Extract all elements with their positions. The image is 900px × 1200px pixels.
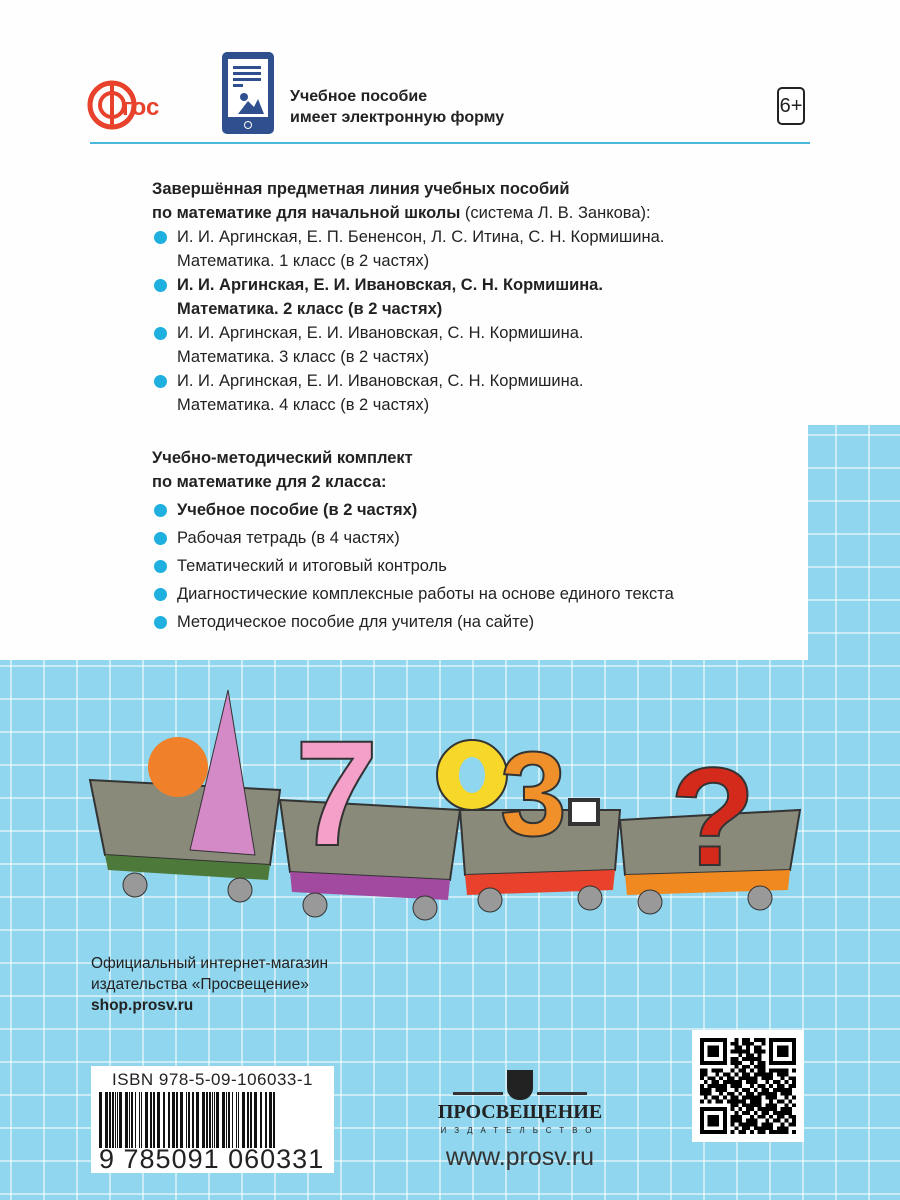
list-item: Диагностические комплексные работы на основе единого текста: [152, 582, 674, 606]
kit-title-2: по математике для 2 класса:: [152, 473, 387, 491]
series-title: Завершённая предметная линия учебных пособий: [152, 180, 570, 198]
list-item: Тематический и итоговый контроль: [152, 554, 674, 578]
item-authors: И. И. Аргинская, Е. И. Ивановская, С. Н. Кормишина.: [177, 372, 584, 390]
item-authors: И. И. Аргинская, Е. И. Ивановская, С. Н. Кормишина.: [177, 276, 603, 294]
series-section: [152, 177, 664, 417]
eform-line-1: Учебное пособие: [290, 88, 428, 105]
item-title: Математика. 2 класс (в 2 частях): [177, 300, 443, 318]
publisher-website[interactable]: www.prosv.ru: [445, 1143, 595, 1171]
divider: [90, 142, 810, 144]
equals-sign: [570, 800, 598, 824]
digit-seven: 7: [295, 709, 379, 877]
item-title: Математика. 3 класс (в 2 частях): [177, 348, 430, 366]
kit-section: [152, 446, 674, 634]
kit-title: Учебно-методический комплект: [152, 449, 413, 467]
publisher-logo-icon: [507, 1070, 533, 1100]
item-title: Математика. 4 класс (в 2 частях): [177, 396, 430, 414]
fgos-logo: [86, 75, 186, 135]
shop-line-2: издательства «Просвещение»: [91, 976, 309, 993]
svg-text:гос: гос: [122, 94, 160, 121]
publisher-block: [430, 1070, 610, 1172]
item-authors: И. И. Аргинская, Е. И. Ивановская, С. Н. Кормишина.: [177, 324, 584, 342]
list-item: [152, 369, 664, 417]
age-rating-badge: 6+: [777, 87, 805, 125]
shop-link[interactable]: shop.prosv.ru: [91, 997, 194, 1014]
barcode-bars: [99, 1092, 326, 1148]
list-item: [152, 225, 664, 273]
series-title-2: по математике для начальной школы: [152, 204, 461, 222]
list-item: [152, 321, 664, 369]
list-item: Рабочая тетрадь (в 4 частях): [152, 526, 674, 550]
isbn-barcode: [91, 1066, 334, 1173]
isbn-text: ISBN 978-5-09-106033-1: [112, 1070, 313, 1089]
question-mark: ?: [670, 738, 756, 895]
shop-info: [91, 953, 328, 1016]
electronic-form-note: [290, 86, 504, 128]
math-train-illustration: [80, 650, 820, 950]
item-title: Математика. 1 класс (в 2 частях): [177, 252, 430, 270]
series-system: (система Л. В. Занкова):: [460, 204, 651, 222]
publisher-name: ПРОСВЕЩЕНИЕ: [437, 1101, 603, 1123]
barcode-number: 9 785091 060331: [99, 1144, 325, 1174]
tablet-icon: [222, 52, 274, 134]
list-item-current: [152, 273, 664, 321]
digit-three: 3: [500, 727, 567, 861]
ball: [148, 737, 208, 797]
list-item: Методическое пособие для учителя (на сайте): [152, 610, 674, 634]
shop-line-1: Официальный интернет-магазин: [91, 955, 329, 972]
eform-line-2: имеет электронную форму: [290, 109, 505, 126]
publisher-subtitle: ИЗДАТЕЛЬСТВО: [440, 1126, 600, 1135]
list-item: Учебное пособие (в 2 частях): [152, 498, 674, 522]
item-authors: И. И. Аргинская, Е. П. Бененсон, Л. С. Итина, С. Н. Кормишина.: [177, 228, 665, 246]
qr-code[interactable]: [692, 1030, 804, 1142]
